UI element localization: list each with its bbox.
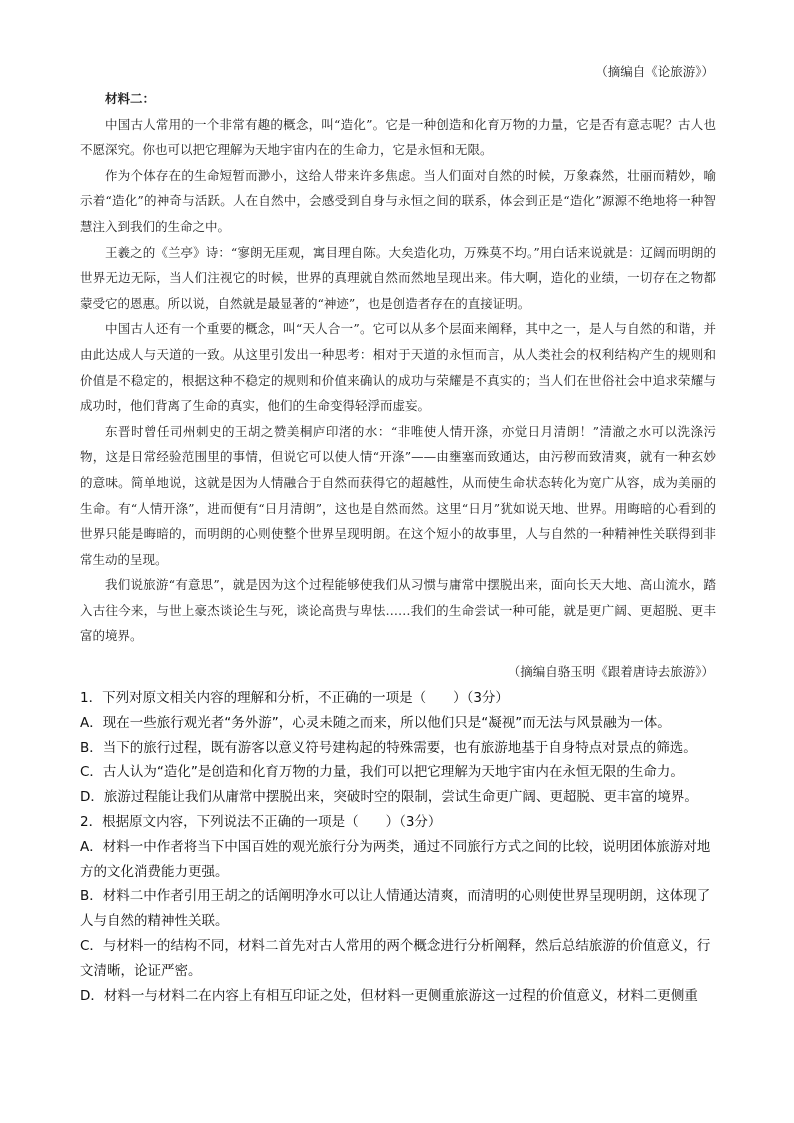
questions-section [80, 686, 716, 1008]
question-2-option-d: D．材料一与材料二在内容上有相互印证之处，但材料一更侧重旅游这一过程的价值意义，材料二更侧重 [80, 987, 698, 1004]
paragraph: 中国古人常用的一个非常有趣的概念，叫“造化”。它是一种创造和化育万物的力量，它是否有意志呢？古人也不愿深究。你也可以把它理解为天地宇宙内在的生命力，它是永恒和无限。 [80, 116, 716, 158]
question-2-stem: 2．根据原文内容，下列说法不正确的一项是（ ）（3分） [80, 813, 442, 830]
paragraph: 作为个体存在的生命短暂而渺小，这给人带来许多焦虑。当人们面对自然的时候，万象森然，壮丽而精妙，喻示着“造化”的神奇与活跃。人在自然中，会感受到自身与永恒之间的联系，体会到正是“造化”源源不绝地将一种智慧注入到我们的生命之中。 [80, 167, 716, 234]
question-1-option-c: C．古人认为“造化”是创造和化育万物的力量，我们可以把它理解为天地宇宙内在永恒无限的生命力。 [80, 764, 684, 781]
paragraph: 中国古人还有一个重要的概念，叫“天人合一”。它可以从多个层面来阐释，其中之一，是人与自然的和谐，并由此达成人与天道的一致。从这里引发出一种思考：相对于天道的永恒而言，从人类社会的权利结构产生的规则和价值是不稳定的，根据这种不稳定的规则和价值来确认的成功与荣耀是不真实的；当人们在世俗社会中追求荣耀与成功时，他们背离了生命的真实，他们的生命变得轻浮而虚妄。 [80, 321, 716, 414]
question-1-option-a: A．现在一些旅行观光者“务外游”，心灵未随之而来，所以他们只是“凝视”而无法与风景融为一体。 [80, 714, 671, 731]
paragraph: 王羲之的《兰亭》诗：“寥朗无厓观，寓目理自陈。大矣造化功，万殊莫不均。”用白话来说就是：辽阔而明朗的世界无边无际，当人们注视它的时候，世界的真理就自然而然地呈现出来。伟大啊，造化的业绩，一切存在之物都蒙受它的恩惠。所以说，自然就是最显著的“神迹”，也是创造者存在的直接证明。 [80, 244, 716, 311]
material-heading: 材料二： [105, 91, 156, 106]
question-2-option-b: B．材料二中作者引用王胡之的话阐明净水可以让人情通达清爽，而清明的心则使世界呈现明朗，这体现了人与自然的精神性关联。 [80, 888, 711, 930]
source-citation-2: （摘编自骆玉明《跟着唐诗去旅游》） [507, 664, 714, 679]
material-two [80, 86, 716, 649]
question-1-option-b: B．当下的旅行过程，既有游客以意义符号建构起的特殊需要，也有旅游地基于自身特点对景点的筛选。 [80, 739, 697, 756]
source-citation-1: （摘编自《论旅游》） [595, 64, 714, 79]
paragraph: 东晋时曾任司州刺史的王胡之赞美桐庐印渚的水：“非唯使人情开涤，亦觉日月清朗！”清澈之水可以洗涤污物，这是日常经验范围里的事情，但说它可以使人情“开涤”——由壅塞而致通达，由污秽而致清爽，就有一种玄妙的意味。简单地说，这就是因为人情融合于自然而获得它的超越性，从而使生命状态转化为宽广从容，成为美丽的生命。有“人情开涤”，进而便有“日月清朗”，这也是自然而然。这里“日月”犹如说天地、世界。用晦暗的心看到的世界只能是晦暗的，而明朗的心则使整个世界呈现明朗。在这个短小的故事里，人与自然的一种精神性关联得到非常生动的呈现。 [80, 423, 716, 567]
question-2-option-c: C．与材料一的结构不同，材料二首先对古人常用的两个概念进行分析阐释，然后总结旅游的价值意义，行文清晰，论证严密。 [80, 937, 711, 979]
paragraph: 我们说旅游“有意思”，就是因为这个过程能够使我们从习惯与庸常中摆脱出来，面向长天大地、高山流水，踏入古往今来，与世上豪杰谈论生与死，谈论高贵与卑怯……我们的生命尝试一种可能，就是更广阔、更超脱、更丰富的境界。 [80, 577, 716, 644]
question-1-stem: 1．下列对原文相关内容的理解和分析，不正确的一项是（ ）（3分） [80, 690, 509, 706]
question-2-option-a: A．材料一中作者将当下中国百姓的观光旅行分为两类，通过不同旅行方式之间的比较，说明团体旅游对地方的文化消费能力更强。 [80, 838, 711, 880]
question-1-option-d: D．旅游过程能让我们从庸常中摆脱出来，突破时空的限制，尝试生命更广阔、更超脱、更丰富的境界。 [80, 789, 698, 806]
